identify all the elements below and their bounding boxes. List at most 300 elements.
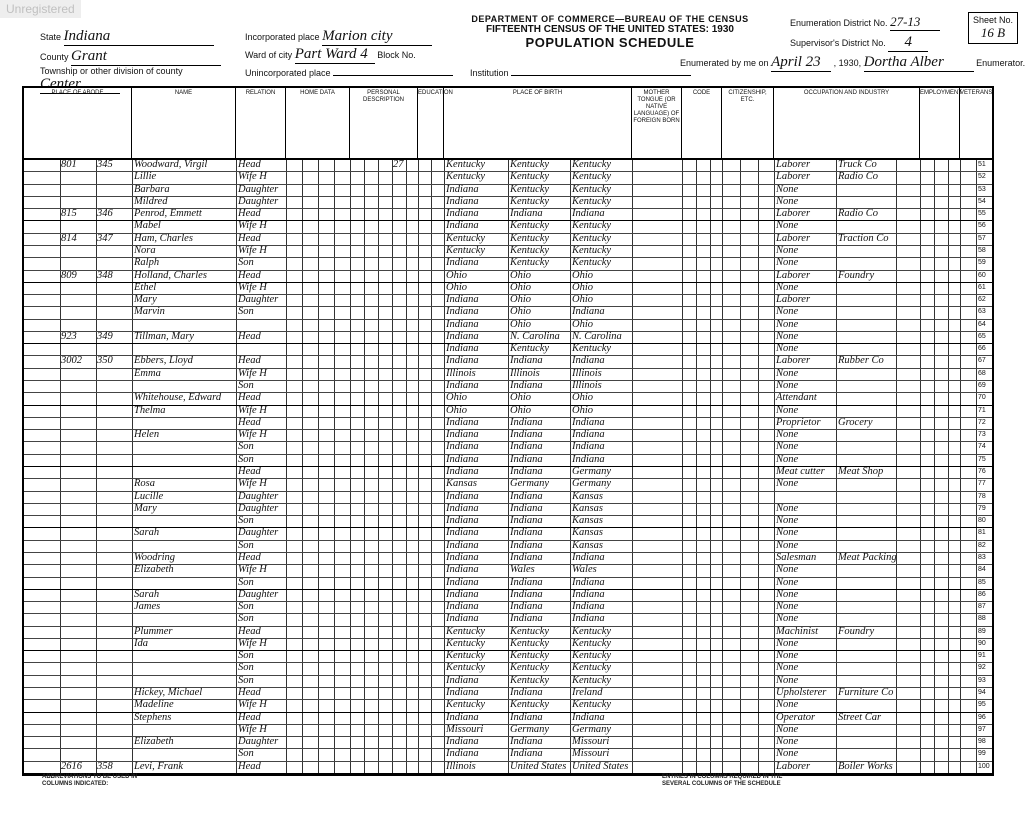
birthplace-mother: Indiana bbox=[572, 453, 605, 465]
relation: Wife H bbox=[238, 404, 267, 416]
state-row bbox=[40, 28, 214, 46]
census-heading: FIFTEENTH CENSUS OF THE UNITED STATES: 1930 bbox=[486, 24, 734, 35]
relation: Wife H bbox=[238, 220, 267, 232]
institution-row bbox=[470, 68, 691, 78]
birthplace-father: Kentucky bbox=[510, 650, 550, 662]
birthplace-father: Indiana bbox=[510, 208, 543, 220]
birthplace-person: Indiana bbox=[446, 416, 479, 428]
occupation: Laborer bbox=[776, 269, 811, 281]
relation: Son bbox=[238, 650, 254, 662]
dwelling-number: 923 bbox=[61, 330, 77, 342]
birthplace-mother: Kentucky bbox=[572, 650, 612, 662]
line-number: 84 bbox=[978, 566, 986, 574]
occupation: Laborer bbox=[776, 232, 811, 244]
birthplace-father: Wales bbox=[510, 564, 535, 576]
line-number: 83 bbox=[978, 553, 986, 561]
birthplace-father: Ohio bbox=[510, 294, 531, 306]
relation: Daughter bbox=[238, 527, 279, 539]
birthplace-mother: Kentucky bbox=[572, 625, 612, 637]
birthplace-father: Kentucky bbox=[510, 171, 550, 183]
birthplace-person: Indiana bbox=[446, 220, 479, 232]
birthplace-person: Indiana bbox=[446, 736, 479, 748]
industry: Rubber Co bbox=[838, 355, 884, 367]
line-number: 65 bbox=[978, 332, 986, 340]
birthplace-father: Ohio bbox=[510, 392, 531, 404]
relation: Head bbox=[238, 269, 261, 281]
birthplace-father: Kentucky bbox=[510, 674, 550, 686]
relation: Head bbox=[238, 625, 261, 637]
occupation: Salesman bbox=[776, 551, 817, 563]
person-name: Mabel bbox=[134, 220, 161, 232]
occupation: Machinist bbox=[776, 625, 818, 637]
industry: Traction Co bbox=[838, 232, 889, 244]
township-label: Township or other division of county bbox=[40, 66, 183, 76]
col-name: NAME bbox=[132, 88, 236, 160]
birthplace-father: Indiana bbox=[510, 490, 543, 502]
relation: Daughter bbox=[238, 490, 279, 502]
birthplace-father: Kentucky bbox=[510, 183, 550, 195]
line-number: 81 bbox=[978, 529, 986, 537]
unregistered-watermark: Unregistered bbox=[0, 0, 81, 18]
industry: Furniture Co bbox=[838, 687, 894, 699]
table-row bbox=[24, 737, 992, 749]
person-name: Ebbers, Lloyd bbox=[134, 355, 193, 367]
relation: Daughter bbox=[238, 183, 279, 195]
birthplace-mother: Illinois bbox=[572, 380, 602, 392]
enumerated-label: Enumerated by me on bbox=[680, 58, 769, 68]
industry: Grocery bbox=[838, 416, 873, 428]
birthplace-person: Indiana bbox=[446, 453, 479, 465]
relation: Head bbox=[238, 551, 261, 563]
person-name: Stephens bbox=[134, 711, 172, 723]
birthplace-father: Indiana bbox=[510, 539, 543, 551]
occupation: Laborer bbox=[776, 294, 811, 306]
occupation: None bbox=[776, 183, 799, 195]
birthplace-mother: Indiana bbox=[572, 711, 605, 723]
line-number: 77 bbox=[978, 480, 986, 488]
line-number: 70 bbox=[978, 394, 986, 402]
birthplace-father: Kentucky bbox=[510, 159, 550, 170]
birthplace-person: Indiana bbox=[446, 318, 479, 330]
table-row bbox=[24, 663, 992, 675]
person-name: Woodward, Virgil bbox=[134, 159, 208, 170]
sheet-label: Sheet No. bbox=[973, 15, 1014, 25]
birthplace-person: Illinois bbox=[446, 367, 476, 379]
occupation: None bbox=[776, 515, 799, 527]
birthplace-father: Kentucky bbox=[510, 343, 550, 355]
line-number: 76 bbox=[978, 468, 986, 475]
birthplace-father: Indiana bbox=[510, 527, 543, 539]
family-number: 350 bbox=[97, 355, 113, 367]
relation: Wife H bbox=[238, 429, 267, 441]
birthplace-mother: Kentucky bbox=[572, 257, 612, 269]
line-number: 96 bbox=[978, 713, 986, 721]
person-name: Mary bbox=[134, 502, 157, 514]
occupation: None bbox=[776, 380, 799, 392]
person-name: Tillman, Mary bbox=[134, 330, 195, 342]
relation: Son bbox=[238, 748, 254, 760]
line-number: 73 bbox=[978, 431, 986, 439]
abbrev-heading: ABBREVIATIONS TO BE USED IN COLUMNS INDICATED: bbox=[42, 774, 138, 787]
birthplace-person: Kentucky bbox=[446, 637, 486, 649]
relation: Son bbox=[238, 441, 254, 453]
relation: Head bbox=[238, 355, 261, 367]
county-label: County bbox=[40, 52, 69, 62]
birthplace-mother: Kentucky bbox=[572, 183, 612, 195]
ward-label: Ward of city bbox=[245, 50, 293, 60]
birthplace-father: Indiana bbox=[510, 466, 543, 477]
unincorporated-label: Unincorporated place bbox=[245, 68, 331, 78]
line-number: 53 bbox=[978, 185, 986, 193]
industry: Radio Co bbox=[838, 171, 878, 183]
occupation: None bbox=[776, 441, 799, 453]
birthplace-person: Indiana bbox=[446, 208, 479, 220]
birthplace-person: Indiana bbox=[446, 257, 479, 269]
dwelling-number: 809 bbox=[61, 269, 77, 281]
birthplace-person: Ohio bbox=[446, 404, 467, 416]
birthplace-mother: Germany bbox=[572, 478, 612, 490]
occupation: Meat cutter bbox=[776, 466, 825, 477]
line-number: 63 bbox=[978, 308, 986, 316]
dwelling-number: 3002 bbox=[61, 355, 82, 367]
occupation: Laborer bbox=[776, 159, 811, 170]
person-name: Sarah bbox=[134, 527, 160, 539]
birthplace-father: Indiana bbox=[510, 515, 543, 527]
footer bbox=[22, 774, 990, 806]
supervisor-label: Supervisor's District No. bbox=[790, 38, 886, 48]
county-value: Grant bbox=[71, 48, 221, 66]
line-number: 91 bbox=[978, 652, 986, 660]
relation: Wife H bbox=[238, 244, 267, 256]
person-name: Penrod, Emmett bbox=[134, 208, 202, 220]
relation: Son bbox=[238, 380, 254, 392]
birthplace-mother: Kentucky bbox=[572, 195, 612, 207]
relation: Head bbox=[238, 466, 261, 477]
person-name: Lucille bbox=[134, 490, 164, 502]
sheet-value: 16 B bbox=[980, 25, 1006, 40]
birthplace-person: Indiana bbox=[446, 687, 479, 699]
line-number: 62 bbox=[978, 296, 986, 304]
state-value: Indiana bbox=[64, 28, 214, 46]
incorporated-label: Incorporated place bbox=[245, 32, 320, 42]
relation: Son bbox=[238, 576, 254, 588]
person-name: Elizabeth bbox=[134, 736, 174, 748]
table-row bbox=[24, 528, 992, 540]
county-row bbox=[40, 48, 221, 66]
occupation: None bbox=[776, 576, 799, 588]
person-name: Rosa bbox=[134, 478, 155, 490]
birthplace-mother: Kansas bbox=[572, 515, 603, 527]
birthplace-mother: Ohio bbox=[572, 318, 593, 330]
col-occupation: OCCUPATION AND INDUSTRY bbox=[774, 88, 920, 160]
occupation: Laborer bbox=[776, 171, 811, 183]
relation: Wife H bbox=[238, 637, 267, 649]
birthplace-father: Kentucky bbox=[510, 232, 550, 244]
table-row bbox=[24, 602, 992, 614]
person-name: Nora bbox=[134, 244, 156, 256]
enum-district-value: 27-13 bbox=[890, 14, 940, 31]
birthplace-person: Indiana bbox=[446, 613, 479, 625]
occupation: None bbox=[776, 343, 799, 355]
line-number: 58 bbox=[978, 246, 986, 254]
line-number: 85 bbox=[978, 578, 986, 586]
birthplace-person: Indiana bbox=[446, 748, 479, 760]
col-place-of-abode: PLACE OF ABODE bbox=[24, 88, 132, 160]
relation: Wife H bbox=[238, 478, 267, 490]
birthplace-person: Indiana bbox=[446, 183, 479, 195]
line-number: 57 bbox=[978, 234, 986, 242]
relation: Daughter bbox=[238, 294, 279, 306]
birthplace-person: Missouri bbox=[446, 723, 484, 735]
birthplace-mother: Indiana bbox=[572, 429, 605, 441]
birthplace-father: Indiana bbox=[510, 601, 543, 613]
birthplace-father: Kentucky bbox=[510, 257, 550, 269]
birthplace-mother: Ohio bbox=[572, 269, 593, 281]
relation: Wife H bbox=[238, 281, 267, 293]
family-number: 347 bbox=[97, 232, 113, 244]
incorporated-value: Marion city bbox=[322, 28, 432, 46]
col-veterans: VETERANS bbox=[960, 88, 992, 160]
birthplace-father: Kentucky bbox=[510, 699, 550, 711]
relation: Head bbox=[238, 711, 261, 723]
birthplace-father: Ohio bbox=[510, 269, 531, 281]
dept-title: DEPARTMENT OF COMMERCE—BUREAU OF THE CENSUS bbox=[471, 14, 749, 24]
unincorporated-row bbox=[245, 68, 453, 78]
birthplace-person: Indiana bbox=[446, 515, 479, 527]
birthplace-person: Indiana bbox=[446, 711, 479, 723]
relation: Son bbox=[238, 539, 254, 551]
birthplace-mother: Ireland bbox=[572, 687, 603, 699]
occupation: None bbox=[776, 650, 799, 662]
industry: Foundry bbox=[838, 625, 875, 637]
industry: Foundry bbox=[838, 269, 875, 281]
occupation: None bbox=[776, 220, 799, 232]
relation: Head bbox=[238, 208, 261, 220]
industry: Street Car bbox=[838, 711, 882, 723]
occupation: Laborer bbox=[776, 355, 811, 367]
birthplace-person: Ohio bbox=[446, 392, 467, 404]
birthplace-person: Indiana bbox=[446, 355, 479, 367]
birthplace-person: Indiana bbox=[446, 502, 479, 514]
birthplace-mother: Kentucky bbox=[572, 244, 612, 256]
relation: Wife H bbox=[238, 723, 267, 735]
occupation: None bbox=[776, 637, 799, 649]
birthplace-person: Indiana bbox=[446, 294, 479, 306]
birthplace-mother: Indiana bbox=[572, 576, 605, 588]
person-name: Helen bbox=[134, 429, 160, 441]
birthplace-person: Indiana bbox=[446, 674, 479, 686]
family-number: 358 bbox=[97, 760, 113, 772]
occupation: None bbox=[776, 257, 799, 269]
table-row bbox=[24, 369, 992, 381]
birthplace-person: Indiana bbox=[446, 601, 479, 613]
birthplace-mother: Kentucky bbox=[572, 159, 612, 170]
person-name: Emma bbox=[134, 367, 161, 379]
birthplace-mother: Kentucky bbox=[572, 699, 612, 711]
birthplace-mother: Kentucky bbox=[572, 637, 612, 649]
enumerator-label: Enumerator. bbox=[976, 58, 1025, 68]
relation: Daughter bbox=[238, 502, 279, 514]
col-education: EDUCATION bbox=[418, 88, 444, 160]
person-name: Marvin bbox=[134, 306, 165, 318]
person-name: Mary bbox=[134, 294, 157, 306]
enum-district-label: Enumeration District No. bbox=[790, 18, 888, 28]
line-number: 64 bbox=[978, 320, 986, 328]
person-name: Woodring bbox=[134, 551, 176, 563]
col-place-of-birth: PLACE OF BIRTH bbox=[444, 88, 632, 160]
occupation: None bbox=[776, 527, 799, 539]
occupation: Attendant bbox=[776, 392, 817, 404]
line-number: 93 bbox=[978, 676, 986, 684]
birthplace-father: Indiana bbox=[510, 380, 543, 392]
relation: Head bbox=[238, 760, 261, 772]
table-row bbox=[24, 639, 992, 651]
entries-heading: ENTRIES IN COLUMNS REQUIRED IN THE SEVERAL COLUMNS OF THE SCHEDULE bbox=[662, 774, 783, 787]
ward-value: Part Ward 4 bbox=[295, 46, 375, 64]
sheet-number bbox=[968, 12, 1018, 44]
birthplace-father: N. Carolina bbox=[510, 330, 560, 342]
occupation: None bbox=[776, 674, 799, 686]
birthplace-person: Kentucky bbox=[446, 625, 486, 637]
person-name: James bbox=[134, 601, 161, 613]
birthplace-mother: Germany bbox=[572, 723, 612, 735]
person-name: Thelma bbox=[134, 404, 166, 416]
birthplace-person: Indiana bbox=[446, 564, 479, 576]
year-suffix: , 1930, bbox=[833, 58, 862, 68]
table-row bbox=[24, 504, 992, 516]
birthplace-father: Kentucky bbox=[510, 244, 550, 256]
industry: Meat Packing bbox=[838, 551, 897, 563]
person-name: Ham, Charles bbox=[134, 232, 193, 244]
occupation: None bbox=[776, 662, 799, 674]
birthplace-father: Kentucky bbox=[510, 220, 550, 232]
birthplace-person: Kentucky bbox=[446, 159, 486, 170]
person-name: Ida bbox=[134, 637, 148, 649]
birthplace-person: Indiana bbox=[446, 588, 479, 600]
birthplace-father: Indiana bbox=[510, 429, 543, 441]
line-number: 56 bbox=[978, 222, 986, 230]
person-name: Sarah bbox=[134, 588, 160, 600]
line-number: 71 bbox=[978, 406, 986, 414]
table-row bbox=[24, 307, 992, 319]
person-name: Ethel bbox=[134, 281, 157, 293]
table-row bbox=[24, 762, 992, 774]
family-number: 345 bbox=[97, 159, 113, 170]
schedule-title: POPULATION SCHEDULE bbox=[525, 35, 695, 50]
line-number: 80 bbox=[978, 517, 986, 525]
census-grid bbox=[22, 86, 994, 776]
col-code: CODE bbox=[682, 88, 722, 160]
person-name: Whitehouse, Edward bbox=[134, 392, 222, 404]
line-number: 89 bbox=[978, 627, 986, 635]
person-name: Barbara bbox=[134, 183, 170, 195]
birthplace-mother: Indiana bbox=[572, 208, 605, 220]
occupation: None bbox=[776, 588, 799, 600]
industry: Radio Co bbox=[838, 208, 878, 220]
institution-label: Institution bbox=[470, 68, 509, 78]
birthplace-father: Indiana bbox=[510, 551, 543, 563]
enum-district-row bbox=[790, 14, 940, 31]
occupation: None bbox=[776, 748, 799, 760]
relation: Wife H bbox=[238, 367, 267, 379]
birthplace-mother: Germany bbox=[572, 466, 612, 477]
birthplace-mother: Indiana bbox=[572, 601, 605, 613]
birthplace-person: Kentucky bbox=[446, 232, 486, 244]
birthplace-mother: Indiana bbox=[572, 588, 605, 600]
line-number: 87 bbox=[978, 603, 986, 611]
line-number: 78 bbox=[978, 492, 986, 500]
relation: Wife H bbox=[238, 171, 267, 183]
birthplace-person: Indiana bbox=[446, 539, 479, 551]
line-number: 92 bbox=[978, 664, 986, 672]
line-number: 60 bbox=[978, 271, 986, 279]
family-number: 349 bbox=[97, 330, 113, 342]
occupation: None bbox=[776, 195, 799, 207]
birthplace-mother: Illinois bbox=[572, 367, 602, 379]
family-number: 346 bbox=[97, 208, 113, 220]
table-row bbox=[24, 332, 992, 344]
birthplace-person: Indiana bbox=[446, 576, 479, 588]
family-number: 348 bbox=[97, 269, 113, 281]
line-number: 100 bbox=[978, 762, 990, 770]
birthplace-mother: Ohio bbox=[572, 392, 593, 404]
birthplace-father: Kentucky bbox=[510, 625, 550, 637]
state-label: State bbox=[40, 32, 62, 42]
birthplace-father: Indiana bbox=[510, 416, 543, 428]
birthplace-father: Ohio bbox=[510, 318, 531, 330]
birthplace-father: Indiana bbox=[510, 736, 543, 748]
occupation: None bbox=[776, 601, 799, 613]
occupation: None bbox=[776, 564, 799, 576]
industry: Truck Co bbox=[838, 159, 877, 170]
occupation: None bbox=[776, 453, 799, 465]
birthplace-mother: Kentucky bbox=[572, 171, 612, 183]
birthplace-person: Indiana bbox=[446, 490, 479, 502]
birthplace-father: Ohio bbox=[510, 281, 531, 293]
col-personal-description: PERSONAL DESCRIPTION bbox=[350, 88, 418, 160]
birthplace-father: Illinois bbox=[510, 367, 540, 379]
birthplace-person: Indiana bbox=[446, 429, 479, 441]
line-number: 79 bbox=[978, 504, 986, 512]
occupation: None bbox=[776, 306, 799, 318]
dwelling-number: 801 bbox=[61, 159, 77, 170]
relation: Son bbox=[238, 257, 254, 269]
birthplace-mother: Missouri bbox=[572, 748, 610, 760]
birthplace-person: Indiana bbox=[446, 380, 479, 392]
occupation: None bbox=[776, 404, 799, 416]
occupation: Laborer bbox=[776, 208, 811, 220]
birthplace-person: Kansas bbox=[446, 478, 477, 490]
relation: Daughter bbox=[238, 736, 279, 748]
relation: Daughter bbox=[238, 588, 279, 600]
line-number: 95 bbox=[978, 701, 986, 709]
relation: Head bbox=[238, 159, 261, 170]
birthplace-mother: Indiana bbox=[572, 306, 605, 318]
occupation: None bbox=[776, 367, 799, 379]
birthplace-father: Indiana bbox=[510, 711, 543, 723]
occupation: None bbox=[776, 478, 799, 490]
line-number: 67 bbox=[978, 357, 986, 365]
occupation: None bbox=[776, 244, 799, 256]
line-number: 51 bbox=[978, 161, 986, 168]
line-number: 59 bbox=[978, 259, 986, 267]
col-mother-tongue: MOTHER TONGUE (OR NATIVE LANGUAGE) OF FOREIGN BORN bbox=[632, 88, 682, 160]
incorporated-row bbox=[245, 28, 432, 46]
line-number: 94 bbox=[978, 689, 986, 697]
person-name: Ralph bbox=[134, 257, 160, 269]
occupation: None bbox=[776, 429, 799, 441]
dwelling-number: 815 bbox=[61, 208, 77, 220]
